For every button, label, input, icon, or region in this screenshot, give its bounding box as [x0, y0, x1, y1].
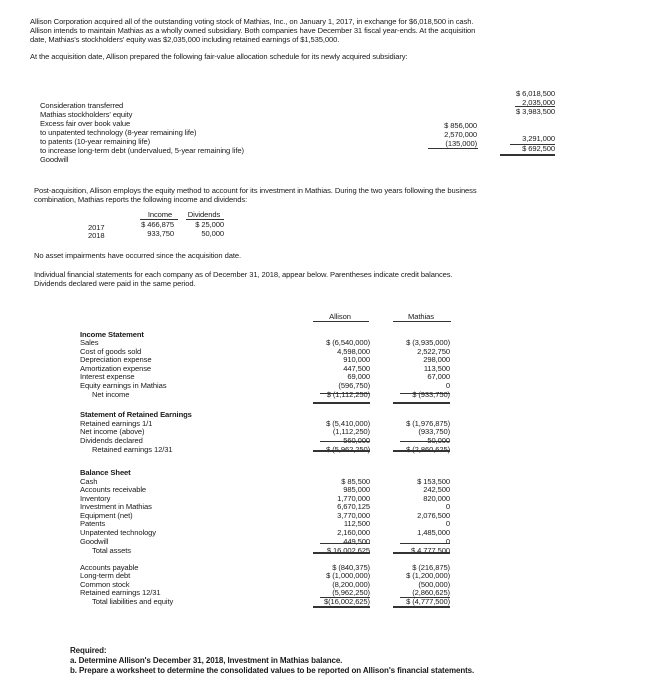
fs-row-label: Total assets: [92, 546, 131, 555]
fs-allison-value: 1,770,000: [337, 494, 370, 503]
fs-mathias-value: (933,750): [418, 427, 450, 436]
intro-line-3: date, Mathias's stockholders' equity was $2,035,000 including retained earnings of $1,535,000.: [30, 35, 340, 44]
column-header-allison: Allison: [329, 312, 351, 321]
fs-row-label: Depreciation expense: [80, 355, 152, 364]
fs-row-label: Dividends declared: [80, 436, 143, 445]
year-label: 2017: [88, 223, 105, 232]
fs-row-label: Net income: [92, 390, 130, 399]
column-header-mathias: Mathias: [408, 312, 434, 321]
fs-mathias-value: $ (4,777,500): [406, 597, 450, 606]
fs-mathias-value: 298,000: [423, 355, 450, 364]
fs-allison-value: (1,112,250): [332, 427, 370, 436]
fs-allison-value: 449,500: [343, 537, 370, 546]
fs-row-label: Retained earnings 12/31: [92, 445, 173, 454]
fs-mathias-value: $ (2,860,625): [406, 445, 450, 454]
fs-row-label: Common stock: [80, 580, 130, 589]
fs-row-label: Goodwill: [80, 537, 109, 546]
fs-row-label: Accounts payable: [80, 563, 139, 572]
fs-mathias-value: $ 153,500: [417, 477, 450, 486]
fs-allison-value: $ 16,002,625: [326, 546, 370, 555]
fs-allison-value: $ (6,540,000): [326, 338, 370, 347]
fs-mathias-value: 0: [445, 537, 450, 546]
fs-mathias-value: 50,000: [427, 436, 450, 445]
fs-row-label: Equity earnings in Mathias: [80, 381, 167, 390]
fs-row-label: Retained earnings 12/31: [80, 588, 161, 597]
fs-row-label: Retained earnings 1/1: [80, 419, 153, 428]
fs-allison-value: 560,000: [343, 436, 370, 445]
fs-allison-value: 4,598,000: [337, 347, 370, 356]
income-value: $ 466,875: [141, 220, 174, 229]
fs-mathias-value: 0: [445, 381, 450, 390]
year-label: 2018: [88, 231, 105, 240]
fs-row-label: Accounts receivable: [80, 485, 147, 494]
fs-allison-value: 910,000: [343, 355, 370, 364]
fs-mathias-value: $ (216,875): [412, 563, 450, 572]
fs-allison-value: (596,750): [338, 381, 370, 390]
fs-row-label: Equipment (net): [80, 511, 133, 520]
post-line-1: Post-acquisition, Allison employs the equity method to account for its investment in Mathias. During the two years following the business: [34, 186, 477, 195]
required-b: b. Prepare a worksheet to determine the consolidated values to be reported on Allison's financial statements.: [70, 666, 475, 675]
fs-mathias-value: 0: [445, 502, 450, 511]
alloc-value: 2,035,000: [522, 98, 555, 107]
fs-allison-value: $ (5,410,000): [326, 419, 370, 428]
alloc-value: $ 3,983,500: [515, 107, 555, 116]
fs-allison-value: $ (1,000,000): [326, 571, 370, 580]
fs-row-label: Long-term debt: [80, 571, 131, 580]
fs-mathias-value: (500,000): [418, 580, 450, 589]
fs-allison-value: $ (5,962,250): [326, 445, 370, 454]
fs-row-label: Cost of goods sold: [80, 347, 142, 356]
alloc-value: 2,570,000: [444, 130, 477, 139]
fs-allison-value: $ 85,500: [341, 477, 370, 486]
fs-mathias-value: 2,522,750: [417, 347, 450, 356]
alloc-label: to patents (10-year remaining life): [40, 137, 151, 146]
fs-allison-value: $ (840,375): [332, 563, 370, 572]
fs-row-label: Amortization expense: [80, 364, 152, 373]
fs-allison-value: 6,670,125: [337, 502, 370, 511]
fs-row-label: Net income (above): [80, 427, 145, 436]
fs-mathias-value: 0: [445, 519, 450, 528]
alloc-label: Goodwill: [40, 155, 69, 164]
fs-allison-value: (8,200,000): [332, 580, 370, 589]
fs-allison-value: $(16,002,625): [324, 597, 370, 606]
alloc-value: $ 692,500: [522, 144, 555, 153]
fs-row-label: Patents: [80, 519, 106, 528]
fs-row-label: Unpatented technology: [80, 528, 157, 537]
fs-row-label: Sales: [80, 338, 99, 347]
fs-mathias-value: 242,500: [423, 485, 450, 494]
fs-mathias-value: 67,000: [427, 372, 450, 381]
fs-row-label: Statement of Retained Earnings: [80, 410, 192, 419]
fs-row-label: Inventory: [80, 494, 111, 503]
fs-row-label: Interest expense: [80, 372, 135, 381]
statements-note-2: Dividends declared were paid in the same period.: [34, 279, 196, 288]
fs-mathias-value: (2,860,625): [412, 588, 450, 597]
alloc-label: Excess fair over book value: [40, 119, 131, 128]
income-value: 933,750: [147, 229, 174, 238]
dividends-value: $ 25,000: [195, 220, 224, 229]
fs-allison-value: 3,770,000: [337, 511, 370, 520]
alloc-value: (135,000): [445, 139, 477, 148]
fs-mathias-value: $ 4,777,500: [410, 546, 450, 555]
intro-line-1: Allison Corporation acquired all of the outstanding voting stock of Mathias, Inc., on January 1, 2017, in exchange for $6,018,500 in cash.: [30, 17, 474, 26]
fs-mathias-value: 113,500: [423, 364, 450, 373]
post-line-2: combination, Mathias reports the following income and dividends:: [34, 195, 248, 204]
fs-allison-value: 985,000: [343, 485, 370, 494]
statements-note-1: Individual financial statements for each company as of December 31, 2018, appear below. Parentheses indicate credit balances.: [34, 270, 453, 279]
required-a: a. Determine Allison's December 31, 2018, Investment in Mathias balance.: [70, 656, 343, 665]
fs-mathias-value: 1,485,000: [417, 528, 450, 537]
alloc-label: to unpatented technology (8-year remaining life): [40, 128, 197, 137]
fs-row-label: Cash: [80, 477, 98, 486]
fs-mathias-value: $ (933,750): [412, 390, 450, 399]
alloc-label: to increase long-term debt (undervalued, 5-year remaining life): [40, 146, 244, 155]
fs-mathias-value: $ (1,976,875): [406, 419, 450, 428]
fs-row-label: Income Statement: [80, 330, 144, 339]
fs-mathias-value: 2,076,500: [417, 511, 450, 520]
fs-row-label: Investment in Mathias: [80, 502, 152, 511]
fs-allison-value: (5,962,250): [332, 588, 370, 597]
required-title: Required:: [70, 646, 107, 655]
column-header: Income: [147, 210, 173, 219]
fs-allison-value: 447,500: [343, 364, 370, 373]
fs-mathias-value: $ (1,200,000): [406, 571, 450, 580]
alloc-value: $ 856,000: [444, 121, 477, 130]
fs-allison-value: 112,500: [343, 519, 370, 528]
alloc-value: $ 6,018,500: [515, 89, 555, 98]
fs-row-label: Balance Sheet: [80, 468, 131, 477]
fs-mathias-value: $ (3,935,000): [406, 338, 450, 347]
fs-allison-value: 69,000: [347, 372, 370, 381]
fs-allison-value: $ (1,112,250): [326, 390, 370, 399]
dividends-value: 50,000: [201, 229, 224, 238]
fs-mathias-value: 820,000: [423, 494, 450, 503]
alloc-value: 3,291,000: [522, 134, 555, 143]
intro-line-2: Allison intends to maintain Mathias as a wholly owned subsidiary. Both companies have December 31 fiscal year-ends. At the acquisition: [30, 26, 476, 35]
alloc-label: Mathias stockholders' equity: [40, 110, 133, 119]
intro-line-4: At the acquisition date, Allison prepared the following fair-value allocation schedule for its newly acquired subsidiary:: [30, 52, 408, 61]
alloc-label: Consideration transferred: [40, 101, 124, 110]
fs-allison-value: 2,160,000: [337, 528, 370, 537]
column-header: Dividends: [187, 210, 221, 219]
fs-row-label: Total liabilities and equity: [92, 597, 174, 606]
impairment-note: No asset impairments have occurred since the acquisition date.: [34, 251, 241, 260]
